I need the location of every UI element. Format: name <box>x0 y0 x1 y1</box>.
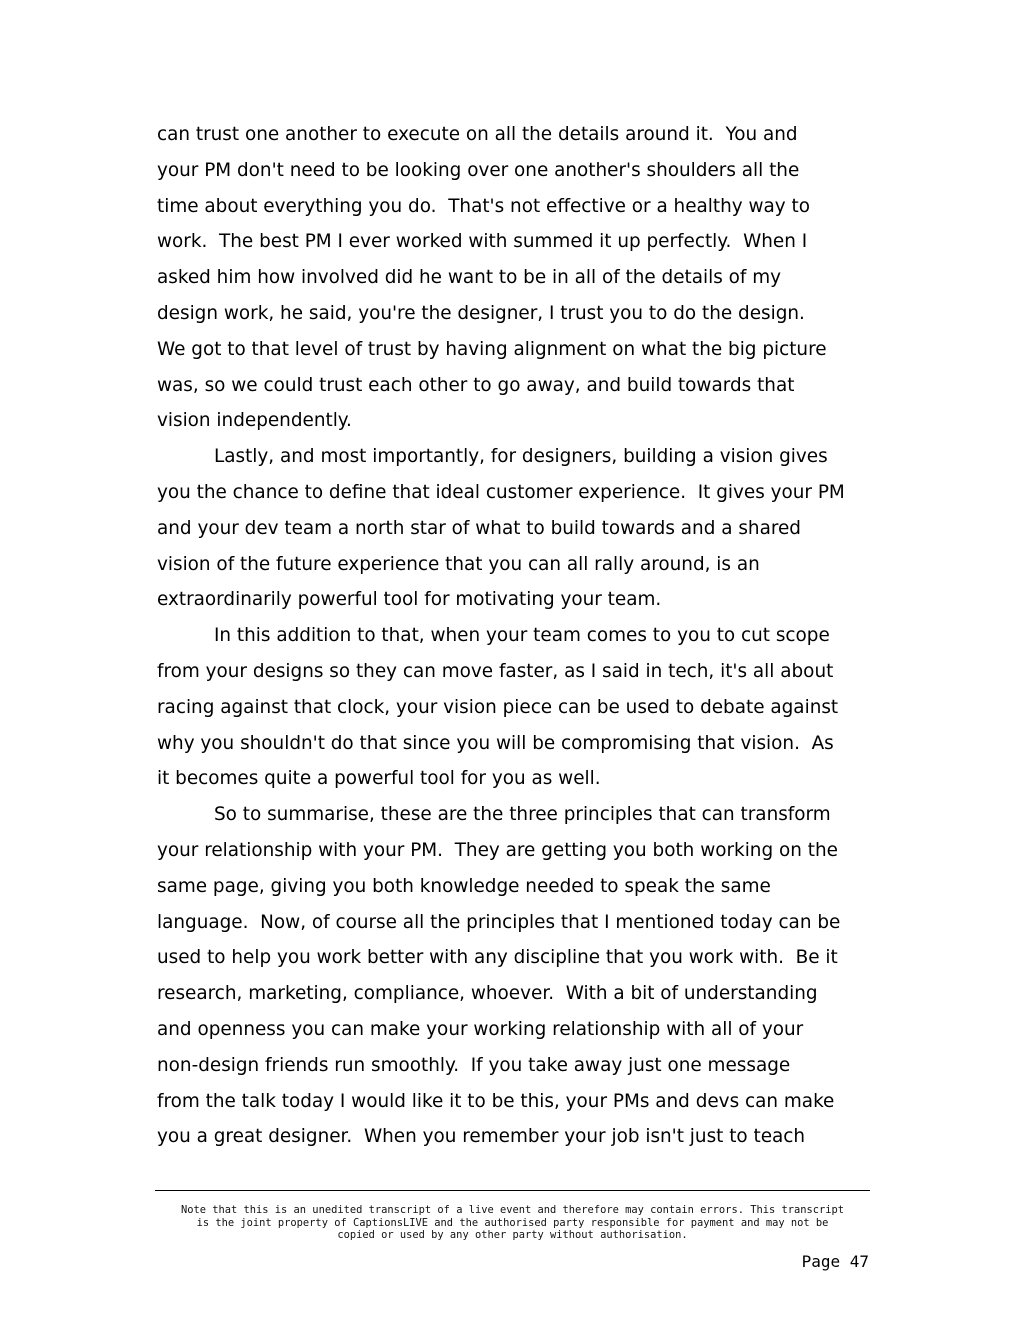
text-line: extraordinarily powerful tool for motivating your team. <box>157 589 662 611</box>
text-line: you the chance to define that ideal customer experience. It gives your PM <box>157 481 845 503</box>
footer-disclaimer-line: Note that this is an unedited transcript of a live event and therefore may contain errors. This transcript <box>180 1204 845 1216</box>
text-line: asked him how involved did he want to be in all of the details of my <box>157 267 782 289</box>
text-line: work. The best PM I ever worked with summed it up perfectly. When I <box>157 231 808 253</box>
footer-disclaimer-line: copied or used by any other party without authorisation. <box>337 1229 688 1242</box>
text-line: We got to that level of trust by having alignment on what the big picture <box>157 338 827 360</box>
text-line: from your designs so they can move faster, as I said in tech, it's all about <box>157 660 834 682</box>
text-line: and your dev team a north star of what to build towards and a shared <box>157 517 801 539</box>
text-line: same page, giving you both knowledge needed to speak the same <box>157 875 771 897</box>
footer-disclaimer <box>155 1204 870 1242</box>
text-line: it becomes quite a powerful tool for you as well. <box>157 768 601 790</box>
transcript-body <box>157 117 877 1155</box>
text-line: racing against that clock, your vision piece can be used to debate against <box>157 696 839 718</box>
text-line: non-design friends run smoothly. If you take away just one message <box>157 1054 791 1076</box>
text-line: your relationship with your PM. They are getting you both working on the <box>157 839 838 861</box>
paragraph-first-line: Lastly, and most importantly, for designers, building a vision gives <box>214 446 828 468</box>
footer-divider <box>155 1190 870 1191</box>
text-line: and openness you can make your working relationship with all of your <box>157 1018 804 1040</box>
paragraph-first-line: So to summarise, these are the three principles that can transform <box>214 804 831 826</box>
text-line: time about everything you do. That's not effective or a healthy way to <box>157 195 811 217</box>
text-line: was, so we could trust each other to go away, and build towards that <box>157 374 795 396</box>
text-line: language. Now, of course all the principles that I mentioned today can be <box>157 911 841 933</box>
text-line: research, marketing, compliance, whoever. With a bit of understanding <box>157 983 818 1005</box>
text-line: vision independently. <box>157 410 352 432</box>
text-line: why you shouldn't do that since you will be compromising that vision. As <box>157 732 834 754</box>
text-line: you a great designer. When you remember your job isn't just to teach <box>157 1126 806 1148</box>
paragraph-first-line: In this addition to that, when your team comes to you to cut scope <box>214 625 830 647</box>
text-line: used to help you work better with any discipline that you work with. Be it <box>157 947 838 969</box>
text-line: design work, he said, you're the designer, I trust you to do the design. <box>157 302 805 324</box>
text-line: vision of the future experience that you can all rally around, is an <box>157 553 760 575</box>
text-line: can trust one another to execute on all the details around it. You and <box>157 124 798 145</box>
text-line: your PM don't need to be looking over one another's shoulders all the <box>157 159 800 181</box>
text-line: from the talk today I would like it to be this, your PMs and devs can make <box>157 1090 835 1112</box>
footer-disclaimer-line: is the joint property of CaptionsLIVE and the authorised party responsible for payment and may not be <box>196 1216 829 1229</box>
page-number: Page 47 <box>801 1252 869 1271</box>
